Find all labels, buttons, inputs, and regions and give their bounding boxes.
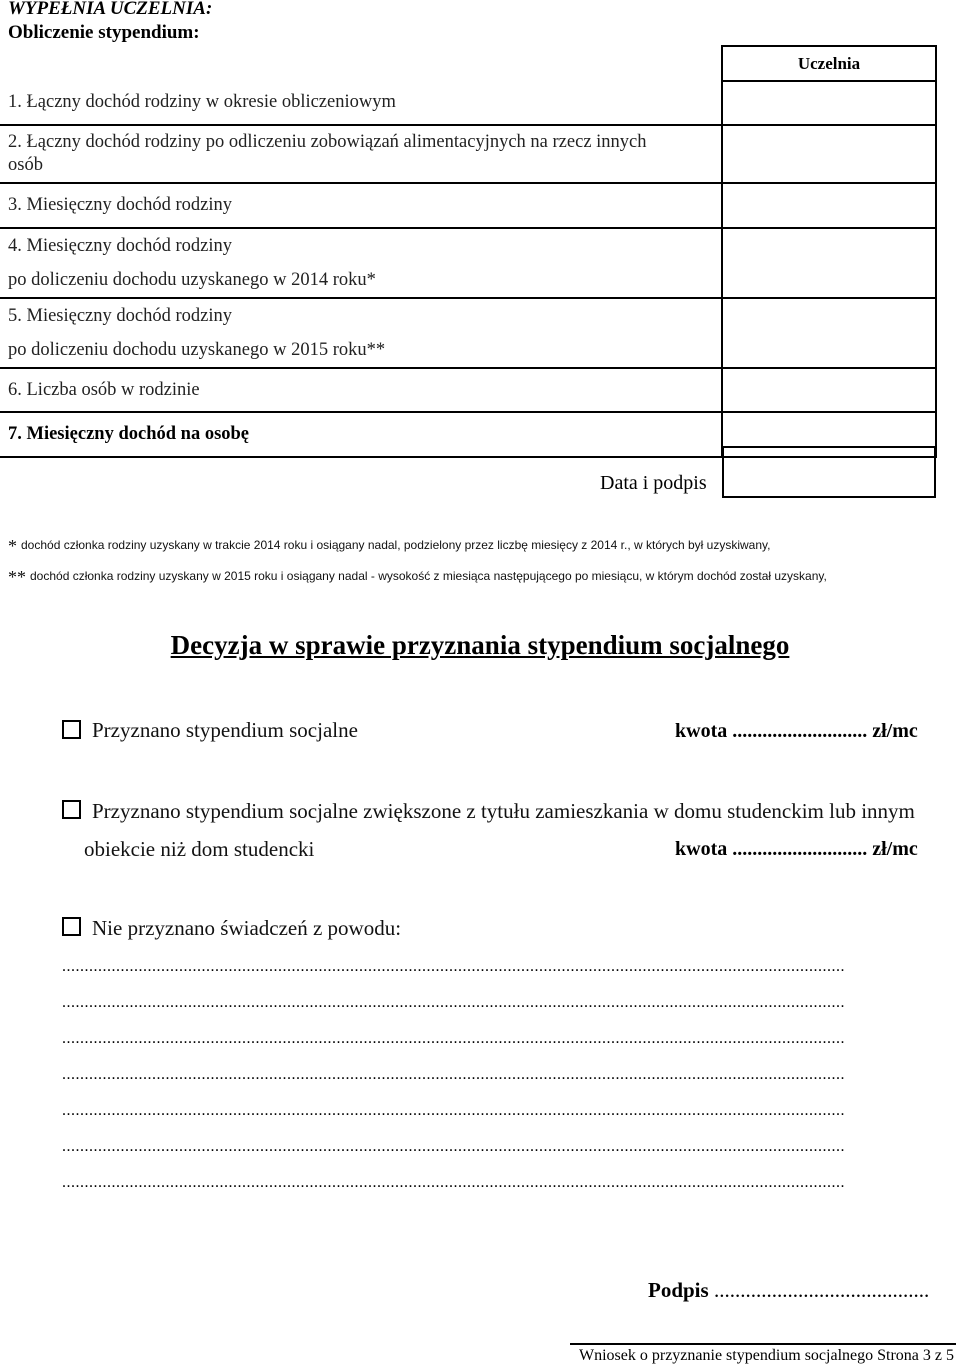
footnote-2014: * dochód członka rodziny uzyskany w trakcie 2014 roku i osiągany nadal, podzielony przez liczbę miesięcy z 2014 r., w których był uzyskiwany, (8, 536, 771, 556)
reason-line[interactable]: .............................................................................................................................................................................. (62, 1066, 845, 1083)
row-label: 3. Miesięczny dochód rodziny (0, 183, 722, 228)
table-header-row (0, 46, 936, 81)
option-granted-checkbox[interactable] (62, 720, 81, 739)
footnote-mark: ** (8, 567, 26, 587)
row-label: 5. Miesięczny dochód rodziny po doliczeniu dochodu uzyskanego w 2015 roku** (0, 298, 722, 368)
reason-line[interactable]: .............................................................................................................................................................................. (62, 1138, 845, 1155)
value-cell[interactable] (722, 183, 936, 228)
date-signature-label: Data i podpis (600, 472, 707, 494)
footnote-2015: ** dochód członka rodziny uzyskany w 2015 roku i osiągany nadal - wysokość z miesiąca następującego po miesiącu, w którym dochód został uzyskany, (8, 567, 827, 587)
table-row (0, 368, 936, 412)
row-label: 4. Miesięczny dochód rodziny po doliczeniu dochodu uzyskanego w 2014 roku* (0, 228, 722, 298)
column-header-uczelnia: Uczelnia (722, 46, 936, 81)
table-row (0, 125, 936, 183)
calculation-table (0, 45, 937, 458)
reason-line[interactable]: .............................................................................................................................................................................. (62, 958, 845, 975)
signature-line[interactable]: Podpis ......................................... (648, 1278, 930, 1302)
decision-title: Decyzja w sprawie przyznania stypendium socjalnego (170, 630, 790, 660)
reason-line[interactable]: .............................................................................................................................................................................. (62, 1174, 845, 1191)
table-row (0, 228, 936, 298)
value-cell[interactable] (722, 228, 936, 298)
date-signature-field[interactable] (722, 446, 936, 498)
value-cell[interactable] (722, 368, 936, 412)
row-label: 2. Łączny dochód rodziny po odliczeniu zobowiązań alimentacyjnych na rzecz innych osób (0, 125, 722, 183)
option-granted-increased-label: Przyznano stypendium socjalne zwiększone z tytułu zamieszkania w domu studenckim lub innym (92, 799, 915, 823)
reason-line[interactable]: .............................................................................................................................................................................. (62, 1030, 845, 1047)
option-granted-increased-checkbox[interactable] (62, 800, 81, 819)
value-cell[interactable] (722, 125, 936, 183)
table-row (0, 183, 936, 228)
reason-line[interactable]: .............................................................................................................................................................................. (62, 994, 845, 1011)
section-heading: WYPEŁNIA UCZELNIA: (8, 0, 213, 19)
footer-divider (570, 1343, 956, 1345)
table-row (0, 298, 936, 368)
table-row (0, 81, 936, 125)
value-cell[interactable] (722, 81, 936, 125)
page-footer: Wniosek o przyznanie stypendium socjalnego Strona 3 z 5 (578, 1347, 954, 1364)
row-label: 7. Miesięczny dochód na osobę (0, 412, 722, 457)
option-granted-label: Przyznano stypendium socjalne (92, 718, 358, 742)
option-granted-increased-label-cont: obiekcie niż dom studencki (84, 837, 315, 861)
amount-field-1[interactable]: kwota ........................... zł/mc (675, 720, 918, 742)
option-refused-checkbox[interactable] (62, 917, 81, 936)
footnote-mark: * (8, 536, 17, 556)
section-subheading: Obliczenie stypendium: (8, 22, 200, 43)
row-label: 6. Liczba osób w rodzinie (0, 368, 722, 412)
amount-field-2[interactable]: kwota ........................... zł/mc (675, 838, 918, 860)
row-label: 1. Łączny dochód rodziny w okresie obliczeniowym (0, 81, 722, 125)
value-cell[interactable] (722, 298, 936, 368)
option-refused-label: Nie przyznano świadczeń z powodu: (92, 916, 402, 940)
reason-line[interactable]: .............................................................................................................................................................................. (62, 1102, 845, 1119)
